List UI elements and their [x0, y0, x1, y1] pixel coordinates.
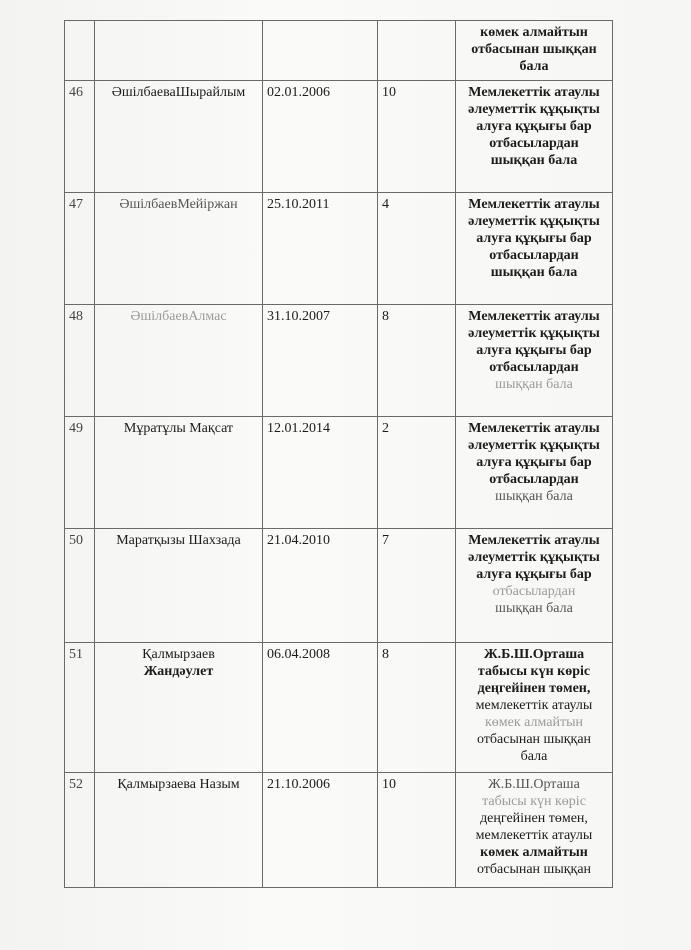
category-line: бала	[519, 59, 549, 74]
category	[456, 773, 613, 888]
birth-date	[263, 21, 378, 81]
category-line: Мемлекеттік атаулы	[468, 421, 600, 436]
category-line: отбасылардан	[489, 248, 579, 263]
row-number	[65, 21, 95, 81]
row-number: 47	[65, 193, 95, 305]
table-row	[65, 417, 613, 529]
table-row	[65, 81, 613, 193]
row-number: 49	[65, 417, 95, 529]
table-row	[65, 21, 613, 81]
birth-date: 06.04.2008	[263, 643, 378, 773]
student-name: Маратқызы Шахзада	[95, 529, 263, 643]
category-line: табысы күн көріс	[482, 794, 586, 809]
category-line: алуға құқығы бар	[476, 343, 592, 358]
category-line: әлеуметтік құқықты	[468, 102, 600, 117]
category	[456, 21, 613, 81]
table-row	[65, 773, 613, 888]
category-line: Мемлекеттік атаулы	[468, 533, 600, 548]
student-name: Қалмырзаева Назым	[95, 773, 263, 888]
category-line: әлеуметтік құқықты	[468, 438, 600, 453]
category-line: алуға құқығы бар	[476, 231, 592, 246]
category-line: табысы күн көріс	[477, 664, 591, 679]
student-name: ӘшілбаевМейіржан	[95, 193, 263, 305]
category-line: шыққан бала	[495, 601, 573, 616]
birth-date: 21.10.2006	[263, 773, 378, 888]
category-line: Ж.Б.Ш.Орташа	[488, 777, 580, 792]
category-line: әлеуметтік құқықты	[468, 214, 600, 229]
category-line: алуға құқығы бар	[476, 455, 592, 470]
category	[456, 643, 613, 773]
row-number: 52	[65, 773, 95, 888]
student-name	[95, 21, 263, 81]
category-line: шыққан бала	[490, 153, 578, 168]
category-line: әлеуметтік құқықты	[468, 326, 600, 341]
student-name: ӘшілбаевАлмас	[95, 305, 263, 417]
grade: 2	[378, 417, 456, 529]
category-line: әлеуметтік құқықты	[468, 550, 600, 565]
category-line: отбасылардан	[489, 136, 579, 151]
table-row	[65, 529, 613, 643]
category-line: көмек алмайтын	[480, 25, 588, 40]
category-line: көмек алмайтын	[485, 715, 583, 730]
category	[456, 529, 613, 643]
category-line: Мемлекеттік атаулы	[468, 309, 600, 324]
category-line: мемлекеттік атаулы	[475, 698, 593, 713]
category	[456, 193, 613, 305]
category-line: шыққан бала	[490, 265, 578, 280]
table-row	[65, 643, 613, 773]
student-name-line: Қалмырзаев	[142, 647, 215, 662]
category-line: бала	[520, 749, 548, 764]
category-line: отбасынан шыққан	[476, 732, 592, 747]
grade	[378, 21, 456, 81]
category-line: мемлекеттік атаулы	[475, 828, 593, 843]
category-line: Мемлекеттік атаулы	[468, 197, 600, 212]
birth-date: 25.10.2011	[263, 193, 378, 305]
student-name: Мұратұлы Мақсат	[95, 417, 263, 529]
student-roster-table	[64, 20, 613, 888]
row-number: 51	[65, 643, 95, 773]
row-number: 50	[65, 529, 95, 643]
category	[456, 417, 613, 529]
category-line: Ж.Б.Ш.Орташа	[483, 647, 585, 662]
category-line: алуға құқығы бар	[476, 119, 592, 134]
category-line: көмек алмайтын	[480, 845, 588, 860]
row-number: 46	[65, 81, 95, 193]
birth-date: 31.10.2007	[263, 305, 378, 417]
category-line: отбасылардан	[492, 584, 576, 599]
grade: 8	[378, 305, 456, 417]
student-name: ӘшілбаеваШырайлым	[95, 81, 263, 193]
table-row	[65, 193, 613, 305]
category-line: деңгейінен төмен,	[480, 811, 588, 826]
category	[456, 305, 613, 417]
table-row	[65, 305, 613, 417]
category-line: отбасынан шыққан	[476, 862, 592, 877]
birth-date: 02.01.2006	[263, 81, 378, 193]
category	[456, 81, 613, 193]
category-line: Мемлекеттік атаулы	[468, 85, 600, 100]
grade: 10	[378, 773, 456, 888]
category-line: отбасынан шыққан	[471, 42, 597, 57]
student-name-line: Жандәулет	[143, 664, 214, 679]
grade: 7	[378, 529, 456, 643]
row-number: 48	[65, 305, 95, 417]
category-line: отбасылардан	[489, 360, 579, 375]
category-line: шыққан бала	[495, 489, 573, 504]
birth-date: 12.01.2014	[263, 417, 378, 529]
grade: 10	[378, 81, 456, 193]
grade: 4	[378, 193, 456, 305]
grade: 8	[378, 643, 456, 773]
category-line: алуға құқығы бар	[476, 567, 592, 582]
category-line: шыққан бала	[495, 377, 573, 392]
student-name	[95, 643, 263, 773]
birth-date: 21.04.2010	[263, 529, 378, 643]
category-line: деңгейінен төмен,	[477, 681, 591, 696]
category-line: отбасылардан	[489, 472, 579, 487]
